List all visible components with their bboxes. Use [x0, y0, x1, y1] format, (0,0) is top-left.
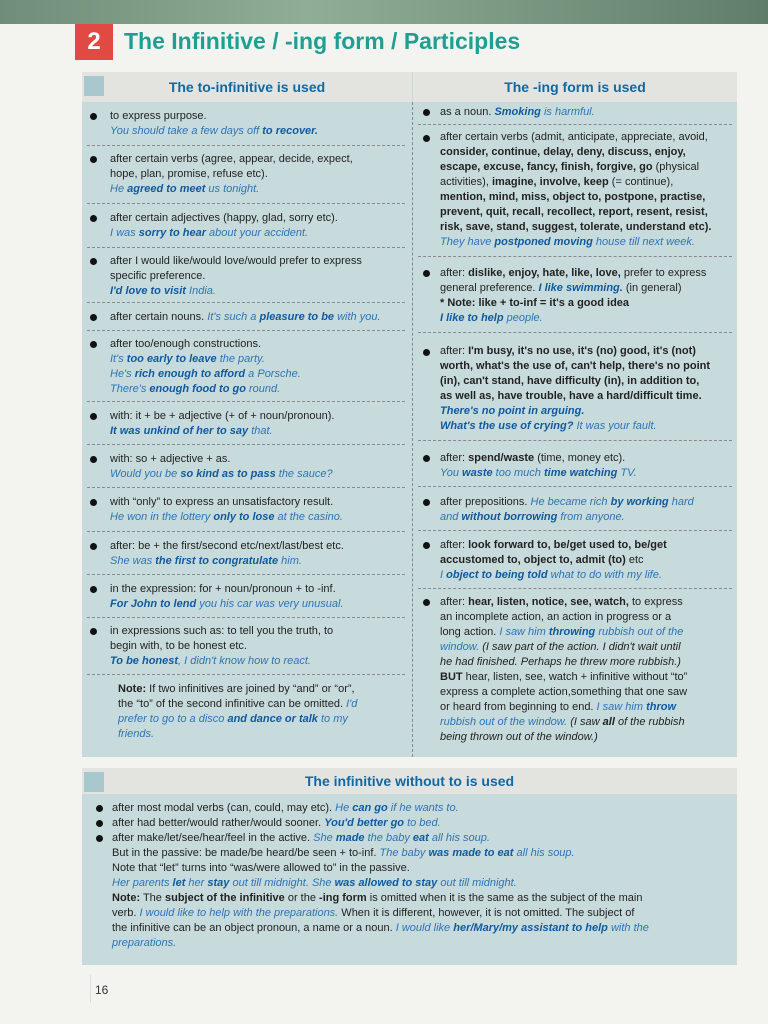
- row-divider: [418, 332, 732, 333]
- rule-text: specific preference.: [110, 270, 206, 282]
- example: He agreed to meet us tonight.: [110, 183, 260, 195]
- row-divider: [87, 401, 405, 402]
- heading-square-icon: [84, 76, 104, 96]
- rule-text: hope, plan, promise, refuse etc).: [110, 168, 268, 180]
- bullet-icon: [423, 109, 430, 116]
- rule-text: in expressions such as: to tell you the truth, to: [110, 625, 334, 637]
- row-divider: [87, 302, 405, 303]
- row-divider: [87, 531, 405, 532]
- example: I like to help people.: [440, 312, 543, 324]
- bullet-icon: [90, 156, 97, 163]
- page-title: The Infinitive / -ing form / Participles: [124, 28, 521, 54]
- example: You should take a few days off to recover.: [110, 125, 318, 137]
- left-column-heading: [82, 72, 412, 102]
- bullet-icon: [423, 349, 430, 356]
- example: They have postponed moving house till next week.: [440, 236, 695, 248]
- bullet-icon: [423, 270, 430, 277]
- example: Would you be so kind as to pass the sauce?: [110, 468, 333, 480]
- rule-text: to express purpose.: [110, 110, 207, 122]
- row-divider: [87, 444, 405, 445]
- bottom-heading: The infinitive without to is used: [82, 768, 737, 794]
- bullet-icon: [90, 413, 97, 420]
- infinitive-without-to-box: The infinitive without to is used after most modal verbs (can, could, may etc). He can go if he wants to. after had better/would rather/would sooner. You'd better go to bed. after make/let/see/hear/feel in the active. She made the baby eat all his soup. But in the passive: be made/be heard/be seen + to-inf. The baby was made to eat all his soup. Note that “let” turns into “was/were allowed to” in the passive. Her parents let her stay out till midnight. She was allowed to stay out till midnight. Note: The subject of the infinitive or the -ing form is omitted when it is the same as the subject of the main verb. I would like to help with the preparations. When it is different, however, it is not omitted. The subject of the infinitive can be an object pronoun, a name or a noun. I would like her/Mary/my assistant to help with the preparations.: [82, 768, 737, 965]
- example: What's the use of crying? It was your fault.: [440, 420, 657, 432]
- bullet-icon: [90, 215, 97, 222]
- example: You waste too much time watching TV.: [440, 467, 637, 479]
- rule-text: begin with, to be honest etc.: [110, 640, 247, 652]
- row-divider: [418, 124, 732, 125]
- row-divider: [87, 487, 405, 488]
- example: To be honest, I didn't know how to react.: [110, 655, 311, 667]
- bullet-icon: [90, 586, 97, 593]
- example: She was the first to congratulate him.: [110, 555, 302, 567]
- row-divider: [87, 145, 405, 146]
- rule-text: with “only” to express an unsatisfactory result.: [110, 496, 334, 508]
- row-divider: [87, 674, 405, 675]
- bullet-icon: [423, 542, 430, 549]
- row-divider: [87, 247, 405, 248]
- rule-text: after too/enough constructions.: [110, 338, 262, 350]
- page-margin-line: [90, 975, 91, 1003]
- rule-text: after: be + the first/second etc/next/last/best etc.: [110, 540, 344, 552]
- example: It was unkind of her to say that.: [110, 425, 273, 437]
- row-divider: [418, 588, 732, 589]
- bullet-icon: [423, 455, 430, 462]
- row-divider: [418, 530, 732, 531]
- example: He's rich enough to afford a Porsche.: [110, 368, 301, 380]
- row-divider: [87, 330, 405, 331]
- example: He won in the lottery only to lose at the casino.: [110, 511, 343, 523]
- example: I was sorry to hear about your accident.: [110, 227, 309, 239]
- bullet-icon: [96, 820, 103, 827]
- example: I'd love to visit India.: [110, 285, 216, 297]
- example: and without borrowing from anyone.: [440, 511, 625, 523]
- example: It's too early to leave the party.: [110, 353, 265, 365]
- rule-text: with: it + be + adjective (+ of + noun/pronoun).: [110, 410, 335, 422]
- example: There's no point in arguing.: [440, 405, 585, 417]
- example: I object to being told what to do with my life.: [440, 569, 662, 581]
- row-divider: [418, 256, 732, 257]
- bullet-icon: [90, 456, 97, 463]
- rule-text: after I would like/would love/would prefer to express: [110, 255, 362, 267]
- example: There's enough food to go round.: [110, 383, 281, 395]
- row-divider: [87, 617, 405, 618]
- row-divider: [418, 440, 732, 441]
- rule-text: with: so + adjective + as.: [110, 453, 231, 465]
- bullet-icon: [96, 805, 103, 812]
- rule-text: as a noun. Smoking is harmful.: [440, 106, 595, 118]
- rule-text: after certain adjectives (happy, glad, sorry etc).: [110, 212, 338, 224]
- bullet-icon: [423, 499, 430, 506]
- right-column-heading: [413, 72, 737, 102]
- column-divider: [412, 102, 413, 757]
- heading-square-icon: [84, 772, 104, 792]
- bullet-icon: [90, 628, 97, 635]
- bullet-icon: [90, 499, 97, 506]
- bullet-icon: [90, 258, 97, 265]
- bullet-icon: [90, 341, 97, 348]
- row-divider: [418, 486, 732, 487]
- row-divider: [87, 574, 405, 575]
- bullet-icon: [90, 314, 97, 321]
- rule-text: after certain verbs (agree, appear, decide, expect,: [110, 153, 353, 165]
- example: For John to lend you his car was very unusual.: [110, 598, 344, 610]
- rule-text: after certain nouns. It's such a pleasure to be with you.: [110, 311, 381, 323]
- page-number: 16: [95, 983, 109, 997]
- left-heading-text: The to-infinitive is used: [168, 79, 326, 95]
- bullet-icon: [96, 835, 103, 842]
- grammar-table: The to-infinitive is used The -ing form is used to express purpose. You should take a few days off to recover. after certain verbs (agree, appear, decide, expect, hope, plan, promise, refuse etc). He agreed to meet us tonight. after certain adjectives (happy, glad, sorry etc). I was sorry to hear about your accident. after I would like/would love/would prefer to express specific preference. I'd love to visit India. after certain nouns. It's such a pleasure to be with you. after too/enough constructions. It's too early to leave the party. He's rich enough to afford a Porsche. There's enough food to go round. with: it + be + adjective (+ of + noun/pronoun). It was unkind of her to say that. with: so + adjective + as. Would you be so kind as to pass the sauce? with “only” to express an unsatisfactory result. He won in the lottery only to lose at the casino. after: be + the first/second etc/next/last/best etc. She was the first to congratulate him. in the expression: for + noun/pronoun + to -inf. For John to lend you his car was very unusual. in expressions such as: to tell you the truth, to begin with, to be honest etc. To be honest, I didn't know how to react. Note: If two infinitives are joined by “and” or “or”, the “to” of the second infinitive can be omitted. I'd prefer to go to a disco and dance or talk to my friends. as a noun. Smoking is harmful. after certain verbs (admit, anticipate, appreciate, avoid, consider, continue, delay, deny, discuss, enjoy, escape, excuse, fancy, finish, forgive, go (physical activities), imagine, involve, keep (= continue), mention, mind, miss, object to, postpone, practise, prevent, quit, recall, recollect, report, resent, resist, risk, save, stand, suggest, tolerate, understand etc). They have postponed moving house till next week. after: dislike, enjoy, hate, like, love, prefer to express general preference. I like swimming. (in general) * Note: like + to-inf = it's a good idea I like to help people. after: I'm busy, it's no use, it's (no) good, it's (not) worth, what's the use of, can't help, there's no point (in), can't stand, have difficulty (in), in addition to, as well as, have trouble, have a hard/difficult time. There's no point in arguing. What's the use of crying? It was your fault. after: spend/waste (time, money etc). You waste too much time watching TV. after prepositions. He became rich by working hard and without borrowing from anyone. after: look forward to, be/get used to, be/get accustomed to, object to, admit (to) etc I object to being told what to do with my life. after: hear, listen, notice, see, watch, to express an incomplete action, an action in progress or a long action. I saw him throwing rubbish out of the window. (I saw part of the action. I didn't wait until he had finished. Perhaps he threw more rubbish.) BUT hear, listen, see, watch + infinitive without “to” express a complete action,something that one saw or heard from beginning to end. I saw him throw rubbish out of the window. (I saw all of the rubbish being thrown out of the window.): [82, 72, 737, 757]
- example: Her parents let her stay out till midnight. She was allowed to stay out till midnight.: [112, 877, 517, 889]
- bullet-icon: [423, 599, 430, 606]
- bullet-icon: [423, 135, 430, 142]
- rule-text: in the expression: for + noun/pronoun + to -inf.: [110, 583, 336, 595]
- right-heading-text: The -ing form is used: [504, 79, 646, 95]
- unit-number-badge: 2: [75, 24, 113, 60]
- top-photo-band: [0, 0, 768, 24]
- row-divider: [87, 203, 405, 204]
- bullet-icon: [90, 113, 97, 120]
- bullet-icon: [90, 543, 97, 550]
